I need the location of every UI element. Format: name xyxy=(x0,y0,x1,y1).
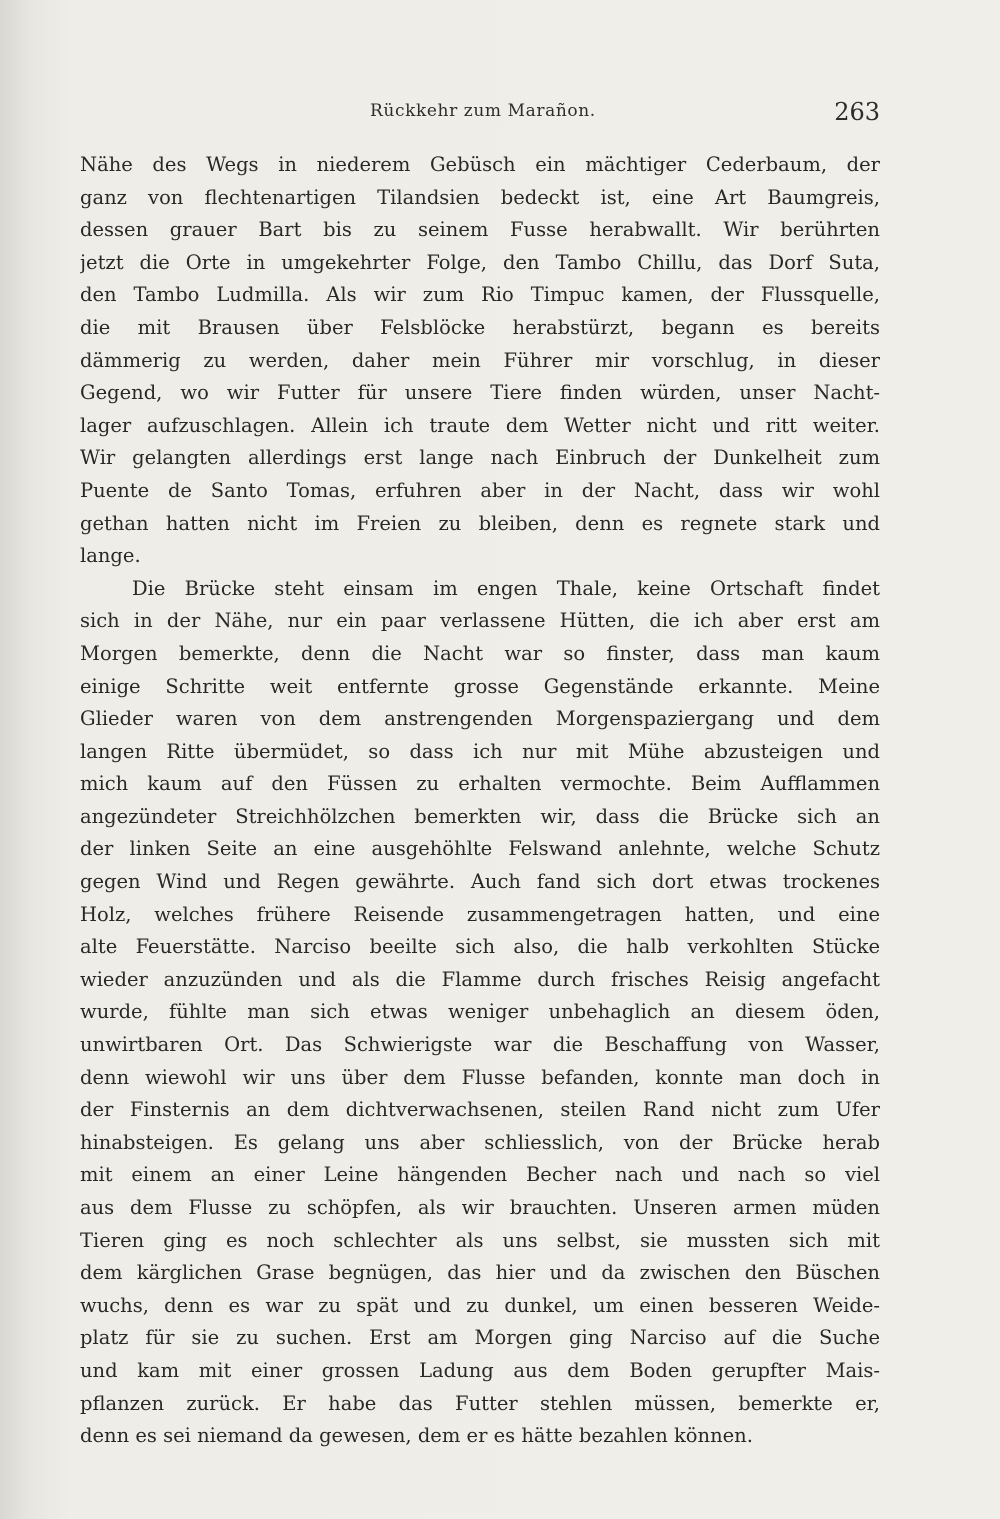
text-line: Glieder waren von dem anstrengenden Morgenspaziergang und dem xyxy=(80,707,880,731)
text-line: den Tambo Ludmilla. Als wir zum Rio Timpuc kamen, der Flussquelle, xyxy=(80,283,880,307)
text-line: Die Brücke steht einsam im engen Thale, keine Ortschaft findet xyxy=(132,576,880,600)
body-text xyxy=(80,149,880,1453)
text-line: ganz von flechtenartigen Tilandsien bedeckt ist, eine Art Baumgreis, xyxy=(80,185,880,209)
text-line: hinabsteigen. Es gelang uns aber schliesslich, von der Brücke herab xyxy=(80,1130,880,1154)
text-line: platz für sie zu suchen. Erst am Morgen ging Narciso auf die Suche xyxy=(80,1326,880,1350)
text-line: gethan hatten nicht im Freien zu bleiben, denn es regnete stark und xyxy=(80,511,880,535)
running-title: Rückkehr zum Marañon. xyxy=(370,101,596,121)
text-line: angezündeter Streichhölzchen bemerkten wir, dass die Brücke sich an xyxy=(80,804,880,828)
text-line: mit einem an einer Leine hängenden Becher nach und nach so viel xyxy=(80,1163,880,1187)
text-line: gegen Wind und Regen gewährte. Auch fand sich dort etwas trockenes xyxy=(80,870,880,894)
text-line: Morgen bemerkte, denn die Nacht war so finster, dass man kaum xyxy=(80,641,880,665)
text-line: der linken Seite an eine ausgehöhlte Felswand anlehnte, welche Schutz xyxy=(80,837,880,861)
text-line: wieder anzuzünden und als die Flamme durch frisches Reisig angefacht xyxy=(80,967,880,991)
text-line: wurde, fühlte man sich etwas weniger unbehaglich an diesem öden, xyxy=(80,1000,880,1024)
text-line: pflanzen zurück. Er habe das Futter stehlen müssen, bemerkte er, xyxy=(80,1391,880,1415)
text-line: unwirtbaren Ort. Das Schwierigste war die Beschaffung von Wasser, xyxy=(80,1033,880,1057)
text-line: dessen grauer Bart bis zu seinem Fusse herabwallt. Wir berührten xyxy=(80,218,880,242)
running-head xyxy=(80,98,880,131)
text-line: alte Feuerstätte. Narciso beeilte sich also, die halb verkohlten Stücke xyxy=(80,935,880,959)
text-line: langen Ritte übermüdet, so dass ich nur mit Mühe abzusteigen und xyxy=(80,739,880,763)
text-line: und kam mit einer grossen Ladung aus dem Boden gerupfter Mais- xyxy=(80,1358,880,1382)
text-line: Gegend, wo wir Futter für unsere Tiere finden würden, unser Nacht- xyxy=(80,381,880,405)
text-line: Tieren ging es noch schlechter als uns selbst, sie mussten sich mit xyxy=(80,1228,880,1252)
text-line: sich in der Nähe, nur ein paar verlassene Hütten, die ich aber erst am xyxy=(80,609,880,633)
text-line: einige Schritte weit entfernte grosse Gegenstände erkannte. Meine xyxy=(80,674,880,698)
text-line: Wir gelangten allerdings erst lange nach Einbruch der Dunkelheit zum xyxy=(80,446,880,470)
text-line: denn es sei niemand da gewesen, dem er es hätte bezahlen können. xyxy=(80,1424,753,1448)
text-line: der Finsternis an dem dichtverwachsenen, steilen Rand nicht zum Ufer xyxy=(80,1098,880,1122)
text-line: lager aufzuschlagen. Allein ich traute dem Wetter nicht und ritt weiter. xyxy=(80,413,880,437)
text-line: wuchs, denn es war zu spät und zu dunkel, um einen besseren Weide- xyxy=(80,1293,880,1317)
text-line: lange. xyxy=(80,544,141,568)
text-line: jetzt die Orte in umgekehrter Folge, den Tambo Chillu, das Dorf Suta, xyxy=(80,250,880,274)
text-line: Puente de Santo Tomas, erfuhren aber in der Nacht, dass wir wohl xyxy=(80,478,880,502)
text-line: denn wiewohl wir uns über dem Flusse befanden, konnte man doch in xyxy=(80,1065,880,1089)
text-line: die mit Brausen über Felsblöcke herabstürzt, begann es bereits xyxy=(80,315,880,339)
text-line: Holz, welches frühere Reisende zusammengetragen hatten, und eine xyxy=(80,902,880,926)
page-number: 263 xyxy=(834,98,880,126)
text-line: Nähe des Wegs in niederem Gebüsch ein mächtiger Cederbaum, der xyxy=(80,153,880,176)
text-line: dämmerig zu werden, daher mein Führer mir vorschlug, in dieser xyxy=(80,348,880,372)
text-line: dem kärglichen Grase begnügen, das hier und da zwischen den Büschen xyxy=(80,1261,880,1285)
text-line: aus dem Flusse zu schöpfen, als wir brauchten. Unseren armen müden xyxy=(80,1196,880,1219)
text-line: mich kaum auf den Füssen zu erhalten vermochte. Beim Aufflammen xyxy=(80,772,880,796)
